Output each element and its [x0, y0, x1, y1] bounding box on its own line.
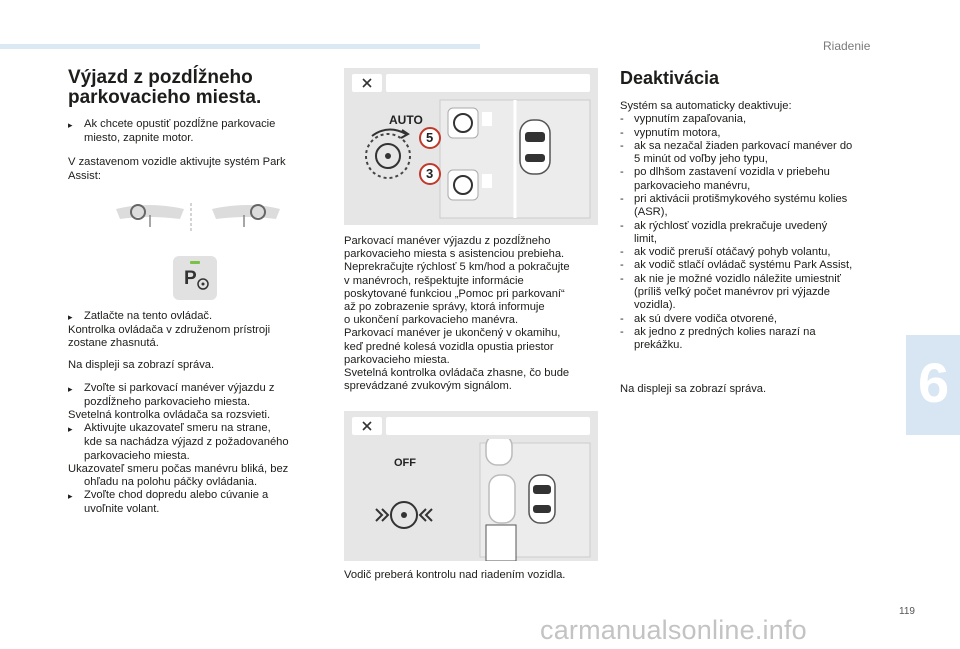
list-item: - vypnutím motora, — [620, 126, 721, 139]
maneuver-description: Parkovací manéver výjazdu z pozdĺžneho parkovacieho miesta s asistenciou prebieha. Neprekračujte rýchlosť 5 km/hod a pokračujte v manévroch, rešpektujte informácie poskytované funkciou „Pomoc pri parkovaní“ až po zobrazenie správy, ktorá informuje o ukončení parkovacieho manévra. Parkovací manéver je ukončený v okamihu, keď predné kolesá vozidla opustia priestor parkovacieho miesta. Svetelná kontrolka ovládača zhasne, čo bude sprevádzané zvukovým signálom. — [344, 235, 570, 393]
handover-caption: Vodič preberá kontrolu nad riadením vozidla. — [344, 569, 566, 582]
list-item: - ak jedno z predných kolies narazí na prekážku. — [620, 325, 816, 352]
bullet-marker-icon: ▸ — [68, 491, 73, 502]
paragraph-activate: V zastavenom vozidle aktivujte systém Park Assist: — [68, 156, 286, 182]
close-icon-box — [352, 417, 382, 435]
right-column — [620, 68, 890, 396]
list-item: - ak sa nezačal žiaden parkovací manéver do 5 minút od voľby jeho typu, — [620, 139, 853, 166]
section-title: Výjazd z pozdĺžneho parkovacieho miesta. — [68, 67, 262, 108]
display-panel-off — [344, 411, 598, 561]
watermark: carmanualsonline.info — [540, 615, 807, 645]
top-accent-bar — [0, 44, 480, 49]
deactivation-list — [620, 113, 890, 352]
cluster-indicator-figure — [108, 197, 288, 241]
bullet-list-steps: ▸ Zvoľte si parkovací manéver výjazdu z pozdĺžneho parkovacieho miesta. Svetelná kontrolka ovládača sa rozsvieti. ▸ Aktivujte ukazovateľ smeru na strane, kde sa nachádza výjazd z požadovaného parkovacieho miesta. Ukazovateľ smeru počas manévru bliká, bez ohľadu na polohu páčky ovládania. ▸ Zvoľte chod dopredu alebo cúvanie a uvoľnite volant. — [68, 381, 289, 516]
deactivation-outro: Na displeji sa zobrazí správa. — [620, 382, 767, 395]
steering-wheel-icon — [197, 278, 209, 290]
display-panel-auto — [344, 68, 598, 225]
bullet-marker-icon: ▸ — [68, 120, 73, 130]
badge-number-top: 5 — [426, 130, 434, 145]
list-item: - po dlhšom zastavení vozidla v priebehu parkovacieho manévru, — [620, 166, 830, 192]
close-icon — [352, 417, 382, 435]
bullet-marker-icon: ▸ — [68, 383, 73, 394]
paragraph-display-message: Na displeji sa zobrazí správa. — [68, 359, 215, 372]
message-bar — [386, 74, 590, 92]
chapter-number: 6 — [918, 351, 950, 414]
bullet-press-button: ▸ Zatlačte na tento ovládač. Kontrolka ovládača v združenom prístroji zostane zhasnutá. — [68, 309, 271, 350]
handover-figure — [344, 439, 598, 561]
list-item: - ak vodič preruší otáčavý pohyb volantu, — [620, 246, 831, 259]
list-item: - ak sú dvere vodiča otvorené, — [620, 312, 778, 325]
mode-label-off: OFF — [394, 457, 416, 470]
badge-number-bottom: 3 — [426, 166, 434, 181]
indicator-led — [190, 261, 200, 264]
close-icon — [352, 74, 382, 92]
deactivation-title: Deaktivácia — [620, 68, 720, 88]
middle-column — [344, 68, 598, 583]
list-item: - ak rýchlosť vozidla prekračuje uvedený limit, — [620, 219, 828, 245]
left-column — [68, 68, 318, 517]
list-item: - vypnutím zapaľovania, — [620, 113, 747, 126]
chapter-title: Riadenie — [823, 39, 871, 53]
bullet-marker-icon: ▸ — [68, 311, 73, 322]
exit-maneuver-figure — [344, 96, 598, 225]
bullet-start-engine: ▸ Ak chcete opustiť pozdĺžne parkovacie miesto, zapnite motor. — [68, 118, 276, 145]
park-assist-button[interactable] — [173, 256, 217, 300]
message-bar — [386, 417, 590, 435]
bullet-marker-icon: ▸ — [68, 424, 73, 435]
park-assist-icon: P — [184, 267, 197, 289]
close-icon-box — [352, 74, 382, 92]
list-item: - ak vodič stlačí ovládač systému Park Assist, — [620, 259, 853, 272]
deactivation-intro: Systém sa automaticky deaktivuje: — [620, 100, 792, 112]
list-item: - pri aktivácii protišmykového systému kolies (ASR), — [620, 192, 848, 219]
page-number: 119 — [899, 606, 915, 617]
mode-label-auto: AUTO — [389, 113, 423, 127]
list-item: - ak nie je možné vozidlo náležite umiestniť (príliš veľký počet manévrov pri výjazde vozidla). — [620, 272, 841, 312]
